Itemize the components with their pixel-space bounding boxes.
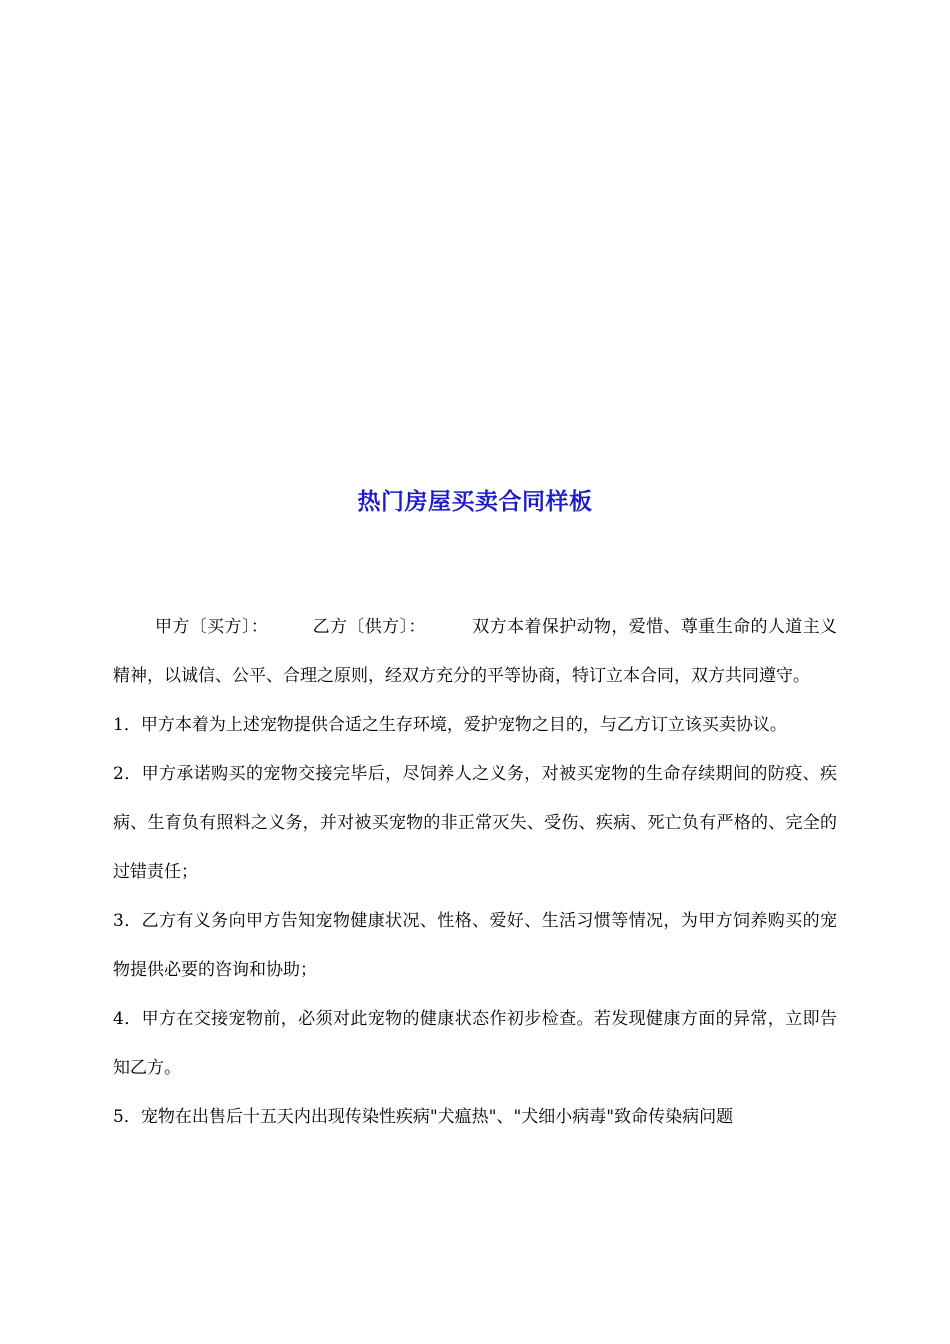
party-b-label: 乙方〔供方〕： [312,617,426,637]
clause-1: 1．甲方本着为上述宠物提供合适之生存环境，爱护宠物之目的，与乙方订立该买卖协议。 [113,715,787,735]
clause-3: 3．乙方有义务向甲方告知宠物健康状况、性格、爱好、生活习惯等情况，为甲方饲养购买的宠物提供必要的咨询和协助； [113,911,837,980]
clause-2: 2．甲方承诺购买的宠物交接完毕后，尽饲养人之义务，对被买宠物的生命存续期间的防疫、疾病、生育负有照料之义务，并对被买宠物的非正常灭失、受伤、疾病、死亡负有严格的、完全的过错责任； [113,764,837,882]
document-title: 热门房屋买卖合同样板 [357,489,593,515]
party-a-label: 甲方〔买方〕： [155,617,269,637]
intro-text: 双方本着保护动物，爱惜、尊重生命的人道主义精神，以诚信、公平、合理之原则，经双方充分的平等协商，特订立本合同，双方共同遵守。 [113,617,838,686]
clause-4: 4．甲方在交接宠物前，必须对此宠物的健康状态作初步检查。若发现健康方面的异常，立即告知乙方。 [113,1009,837,1078]
document-body [113,603,837,1142]
intro-paragraph [113,603,837,701]
clause-5: 5．宠物在出售后十五天内出现传染性疾病"犬瘟热"、"犬细小病毒"致命传染病问题 [113,1107,734,1127]
